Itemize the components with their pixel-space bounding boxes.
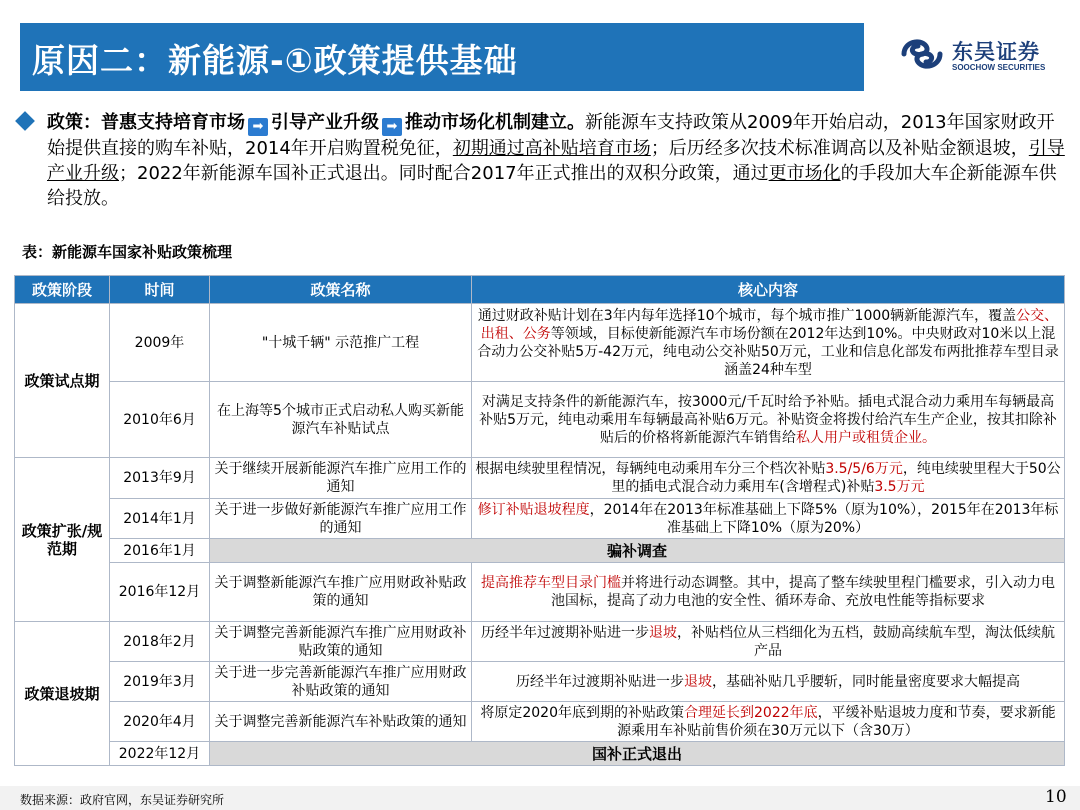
table-row [15,622,1065,662]
cell-time: 2019年3月 [110,662,210,702]
cell-time: 2016年12月 [110,563,210,622]
right-arrow-icon: ➡ [382,118,402,136]
cell-policy-name: 关于继续开展新能源汽车推广应用工作的通知 [210,458,472,499]
intro-text: 的手段加大车企新能源车供给投放。 [47,163,1057,209]
cell-time: 2013年9月 [110,458,210,499]
stage-pilot: 政策试点期 [15,304,110,458]
page-number: 10 [1045,787,1067,807]
cell-core-content [472,563,1065,622]
intro-underline: 引导产业升级 [47,138,1065,184]
intro-underline: 更市场化 [768,163,841,184]
table-row [15,702,1065,742]
cell-merged-event: 国补正式退出 [210,742,1065,766]
table-row [15,539,1065,563]
soochow-logo [900,32,1065,76]
intro-text: ；2022年新能源车国补正式退出。同时配合2017年正式推出的双积分政策，通过 [119,163,769,184]
core-text: ，平缓补贴退坡力度和节奏，要求新能源乘用车补贴前售价须在30万元以下（含30万） [617,704,1056,739]
cell-core-content [472,622,1065,662]
table-header-row [15,276,1065,304]
logo-english-name: SOOCHOW SECURITIES [952,63,1046,72]
core-text: 历经半年过渡期补贴进一步 [481,624,649,641]
diamond-bullet-icon [15,111,35,131]
header-policy-name: 政策名称 [210,276,472,304]
cell-time: 2010年6月 [110,382,210,458]
core-highlight: 合理延长到2022年底 [684,704,818,721]
cell-time: 2016年1月 [110,539,210,563]
cell-core-content [472,702,1065,742]
cell-time: 2014年1月 [110,499,210,539]
core-highlight: 3.5/5/6万元 [825,461,903,477]
cell-time: 2009年 [110,304,210,382]
table-row [15,563,1065,622]
stage-expand: 政策扩张/规范期 [15,458,110,622]
header-stage: 政策阶段 [15,276,110,304]
cell-policy-name: 关于进一步做好新能源汽车推广应用工作的通知 [210,499,472,539]
core-highlight: 3.5万元 [874,479,925,495]
core-highlight: 退坡 [684,673,712,690]
core-highlight: 提高推荐车型目录门槛 [481,575,621,591]
table-row [15,742,1065,766]
table-row [15,458,1065,499]
cell-core-content [472,499,1065,539]
right-arrow-icon: ➡ [248,118,268,136]
intro-underline: 初期通过高补贴培育市场 [452,138,651,159]
cell-core-content [472,382,1065,458]
cell-policy-name: "十城千辆" 示范推广工程 [210,304,472,382]
core-text: 通过财政补贴计划在3年内每年选择10个城市，每个城市推广1000辆新能源汽车，覆盖 [477,307,1017,324]
core-text: 根据电续驶里程情况，每辆纯电动乘用车分三个档次补贴 [475,461,826,477]
core-text: 历经半年过渡期补贴进一步 [516,673,684,690]
policy-table [14,275,1065,766]
core-text: ，基础补贴几乎腰斩，同时能量密度要求大幅提高 [712,673,1020,690]
header-core-content: 核心内容 [472,276,1065,304]
core-text: ，补贴档位从三档细化为五档，鼓励高续航车型，淘汰低续航产品 [677,624,1055,659]
header-time: 时间 [110,276,210,304]
cell-merged-event: 骗补调查 [210,539,1065,563]
core-text: 对满足支持条件的新能源汽车，按3000元/千瓦时给予补贴。插电式混合动力乘用车每辆最高补贴5万元，纯电动乘用车每辆最高补贴6万元。补贴资金将拨付给汽车生产企业，按其扣除补贴后的价格将新能源汽车销售给 [479,393,1057,446]
core-highlight: 退坡 [649,624,677,641]
title-bar [20,23,864,91]
cell-time: 2020年4月 [110,702,210,742]
table-row [15,662,1065,702]
intro-end: 推动市场化机制建立。 [405,112,585,133]
intro-lead: 政策：普惠支持培育市场 [47,112,245,133]
core-text: 等领域，目标使新能源汽车市场份额在2012年达到10%。中央财政对10米以上混合动力公交补贴5万-42万元，纯电动公交补贴50万元，工业和信息化部发布两批推荐车型目录涵盖24种车型 [477,325,1059,378]
intro-mid: 引导产业升级 [271,112,379,133]
soochow-logo-icon [900,36,944,72]
core-highlight: 私人用户或租赁企业。 [796,429,936,446]
cell-policy-name: 关于调整完善新能源汽车补贴政策的通知 [210,702,472,742]
core-text: 将原定2020年底到期的补贴政策 [480,704,684,721]
table-row [15,304,1065,382]
cell-time: 2022年12月 [110,742,210,766]
cell-policy-name: 在上海等5个城市正式启动私人购买新能源汽车补贴试点 [210,382,472,458]
cell-policy-name: 关于调整新能源汽车推广应用财政补贴政策的通知 [210,563,472,622]
table-row [15,382,1065,458]
cell-core-content [472,304,1065,382]
cell-policy-name: 关于进一步完善新能源汽车推广应用财政补贴政策的通知 [210,662,472,702]
cell-time: 2018年2月 [110,622,210,662]
cell-policy-name: 关于调整完善新能源汽车推广应用财政补贴政策的通知 [210,622,472,662]
cell-core-content [472,458,1065,499]
core-text: ，纯电续驶里程大于50公里的插电式混合动力乘用车(含增程式)补贴 [611,461,1061,495]
core-highlight: 修订补贴退坡程度 [477,501,590,518]
cell-core-content [472,662,1065,702]
table-caption: 表：新能源车国家补贴政策梳理 [22,243,233,261]
core-text: ，2014年在2013年标准基础上下降5%（原为10%），2015年在2013年标准基础上下降10%（原为20%） [589,501,1059,536]
logo-chinese-name: 东吴证券 [952,40,1040,64]
intro-text: ；后历经多次技术标准调高以及补贴金额退坡， [650,138,1029,159]
page-title: 原因二：新能源-①政策提供基础 [32,41,518,80]
core-text: 并将进行动态调整。其中，提高了整车续驶里程门槛要求，引入动力电池国标，提高了动力电池的安全性、循环寿命、充放电性能等指标要求 [551,575,1055,609]
core-highlight: 公交、出租、公务 [480,307,1059,342]
stage-phaseout: 政策退坡期 [15,622,110,766]
data-source: 数据来源：政府官网，东吴证券研究所 [20,793,225,807]
table-row [15,499,1065,539]
intro-paragraph [47,110,1067,211]
intro-text: 新能源车支持政策从2009年开始启动，2013年国家财政开始提供直接的购车补贴，2014年开启购置税免征， [47,112,1055,159]
